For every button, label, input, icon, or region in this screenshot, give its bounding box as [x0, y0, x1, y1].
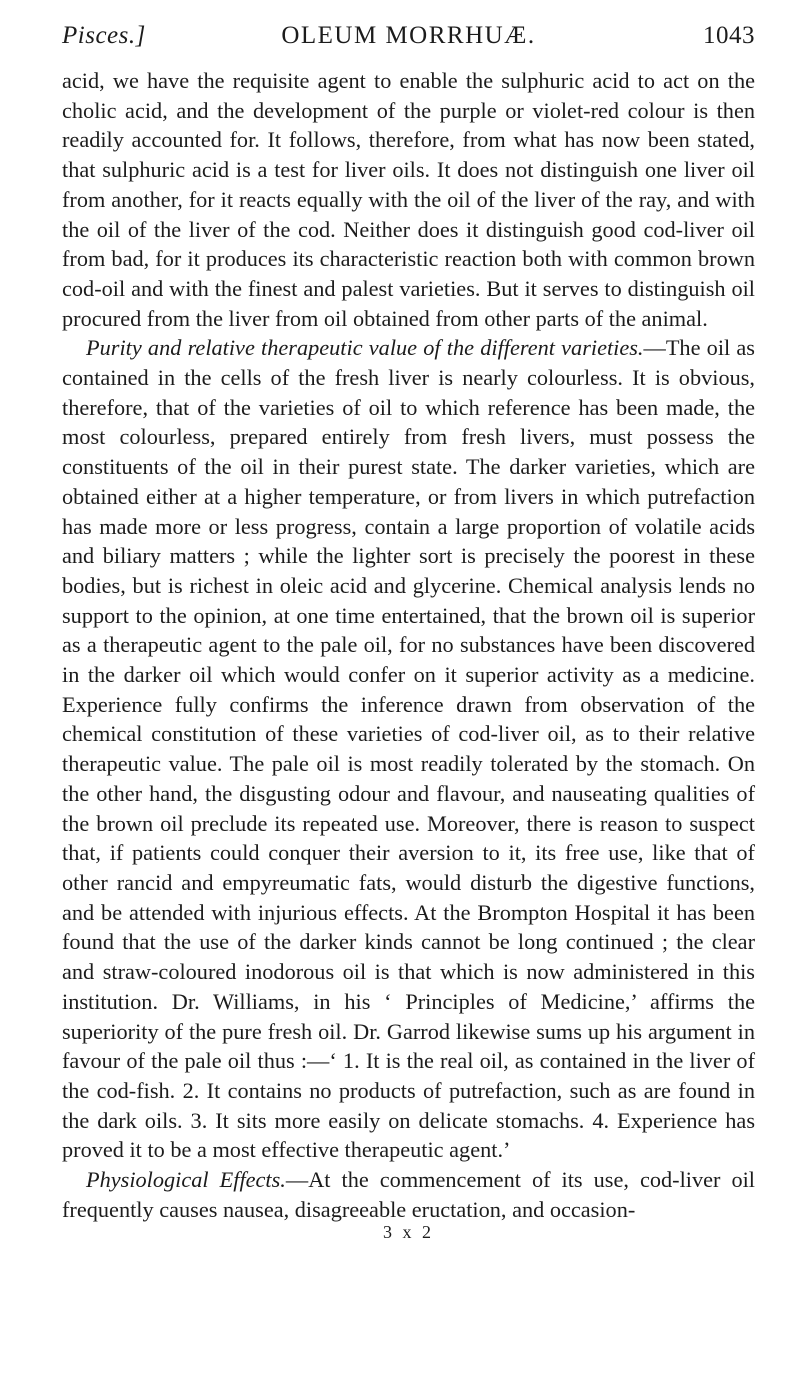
paragraph: [62, 66, 755, 333]
paragraph-text: —At the commencement of its use, cod-liver oil frequently causes nausea, disagreeable eructation, and occasion-: [62, 1167, 755, 1222]
section-heading: Purity and relative therapeutic value of the different varieties.: [86, 335, 644, 361]
paragraph-text: acid, we have the requisite agent to enable the sulphuric acid to act on the cholic acid, and the development of the purple or violet-red colour is then readily accounted for. It follows, therefore, from what has now been stated, that sulphuric acid is a test for liver oils. It does not distinguish one liver oil from another, for it reacts equally with the oil of the liver of the ray, and with the oil of the liver of the cod. Neither does it distinguish good cod-liver oil from bad, for it produces its characteristic reaction both with common brown cod-oil and with the finest and palest varieties. But it serves to distinguish oil procured from the liver from oil obtained from other parts of the animal.: [62, 68, 755, 331]
paragraph-text: —The oil as contained in the cells of the fresh liver is nearly colourless. It is obvious, therefore, that of the varieties of oil to which reference has been made, the most colourless, prepared entirely from fresh livers, must possess the constituents of the oil in their purest state. The darker varieties, which are obtained either at a higher temperature, or from livers in which putrefaction has made more or less progress, contain a large proportion of volatile acids and biliary matters ; while the lighter sort is precisely the poorest in these bodies, but is richest in oleic acid and glycerine. Chemical analysis lends no support to the opinion, at one time entertained, that the brown oil is superior as a therapeutic agent to the pale oil, for no substances have been discovered in the darker oil which would confer on it superior activity as a medicine. Experience fully confirms the inference drawn from observation of the chemical constitution of these varieties of cod-liver oil, as to their relative therapeutic value. The pale oil is most readily tolerated by the stomach. On the other hand, the disgusting odour and flavour, and nauseating qualities of the brown oil preclude its repeated use. Moreover, there is reason to suspect that, if patients could conquer their aversion to it, its free use, like that of other rancid and empyreumatic fats, would disturb the digestive functions, and be attended with injurious effects. At the Brompton Hospital it has been found that the use of the darker kinds cannot be long continued ; the clear and straw-coloured inodorous oil is that which is now administered in this institution. Dr. Williams, in his ‘ Principles of Medicine,’ affirms the superiority of the pure fresh oil. Dr. Garrod likewise sums up his argument in favour of the pale oil thus :—‘ 1. It is the real oil, as contained in the liver of the cod-fish. 2. It contains no products of putrefaction, such as are found in the dark oils. 3. It sits more easily on delicate stomachs. 4. Experience has proved it to be a most effective therapeutic agent.’: [62, 335, 755, 1163]
section-heading: Physiological Effects.: [86, 1167, 286, 1193]
page-number: 1043: [703, 22, 755, 49]
paragraph: [62, 333, 755, 1165]
paragraph: [62, 1165, 755, 1224]
section-label: Pisces.]: [62, 22, 146, 49]
book-page: [62, 22, 755, 1243]
page-title: OLEUM MORRHUÆ.: [281, 22, 536, 49]
body-text: [62, 66, 755, 1224]
signature-mark: 3 x 2: [383, 1222, 434, 1243]
running-header: [62, 22, 755, 66]
